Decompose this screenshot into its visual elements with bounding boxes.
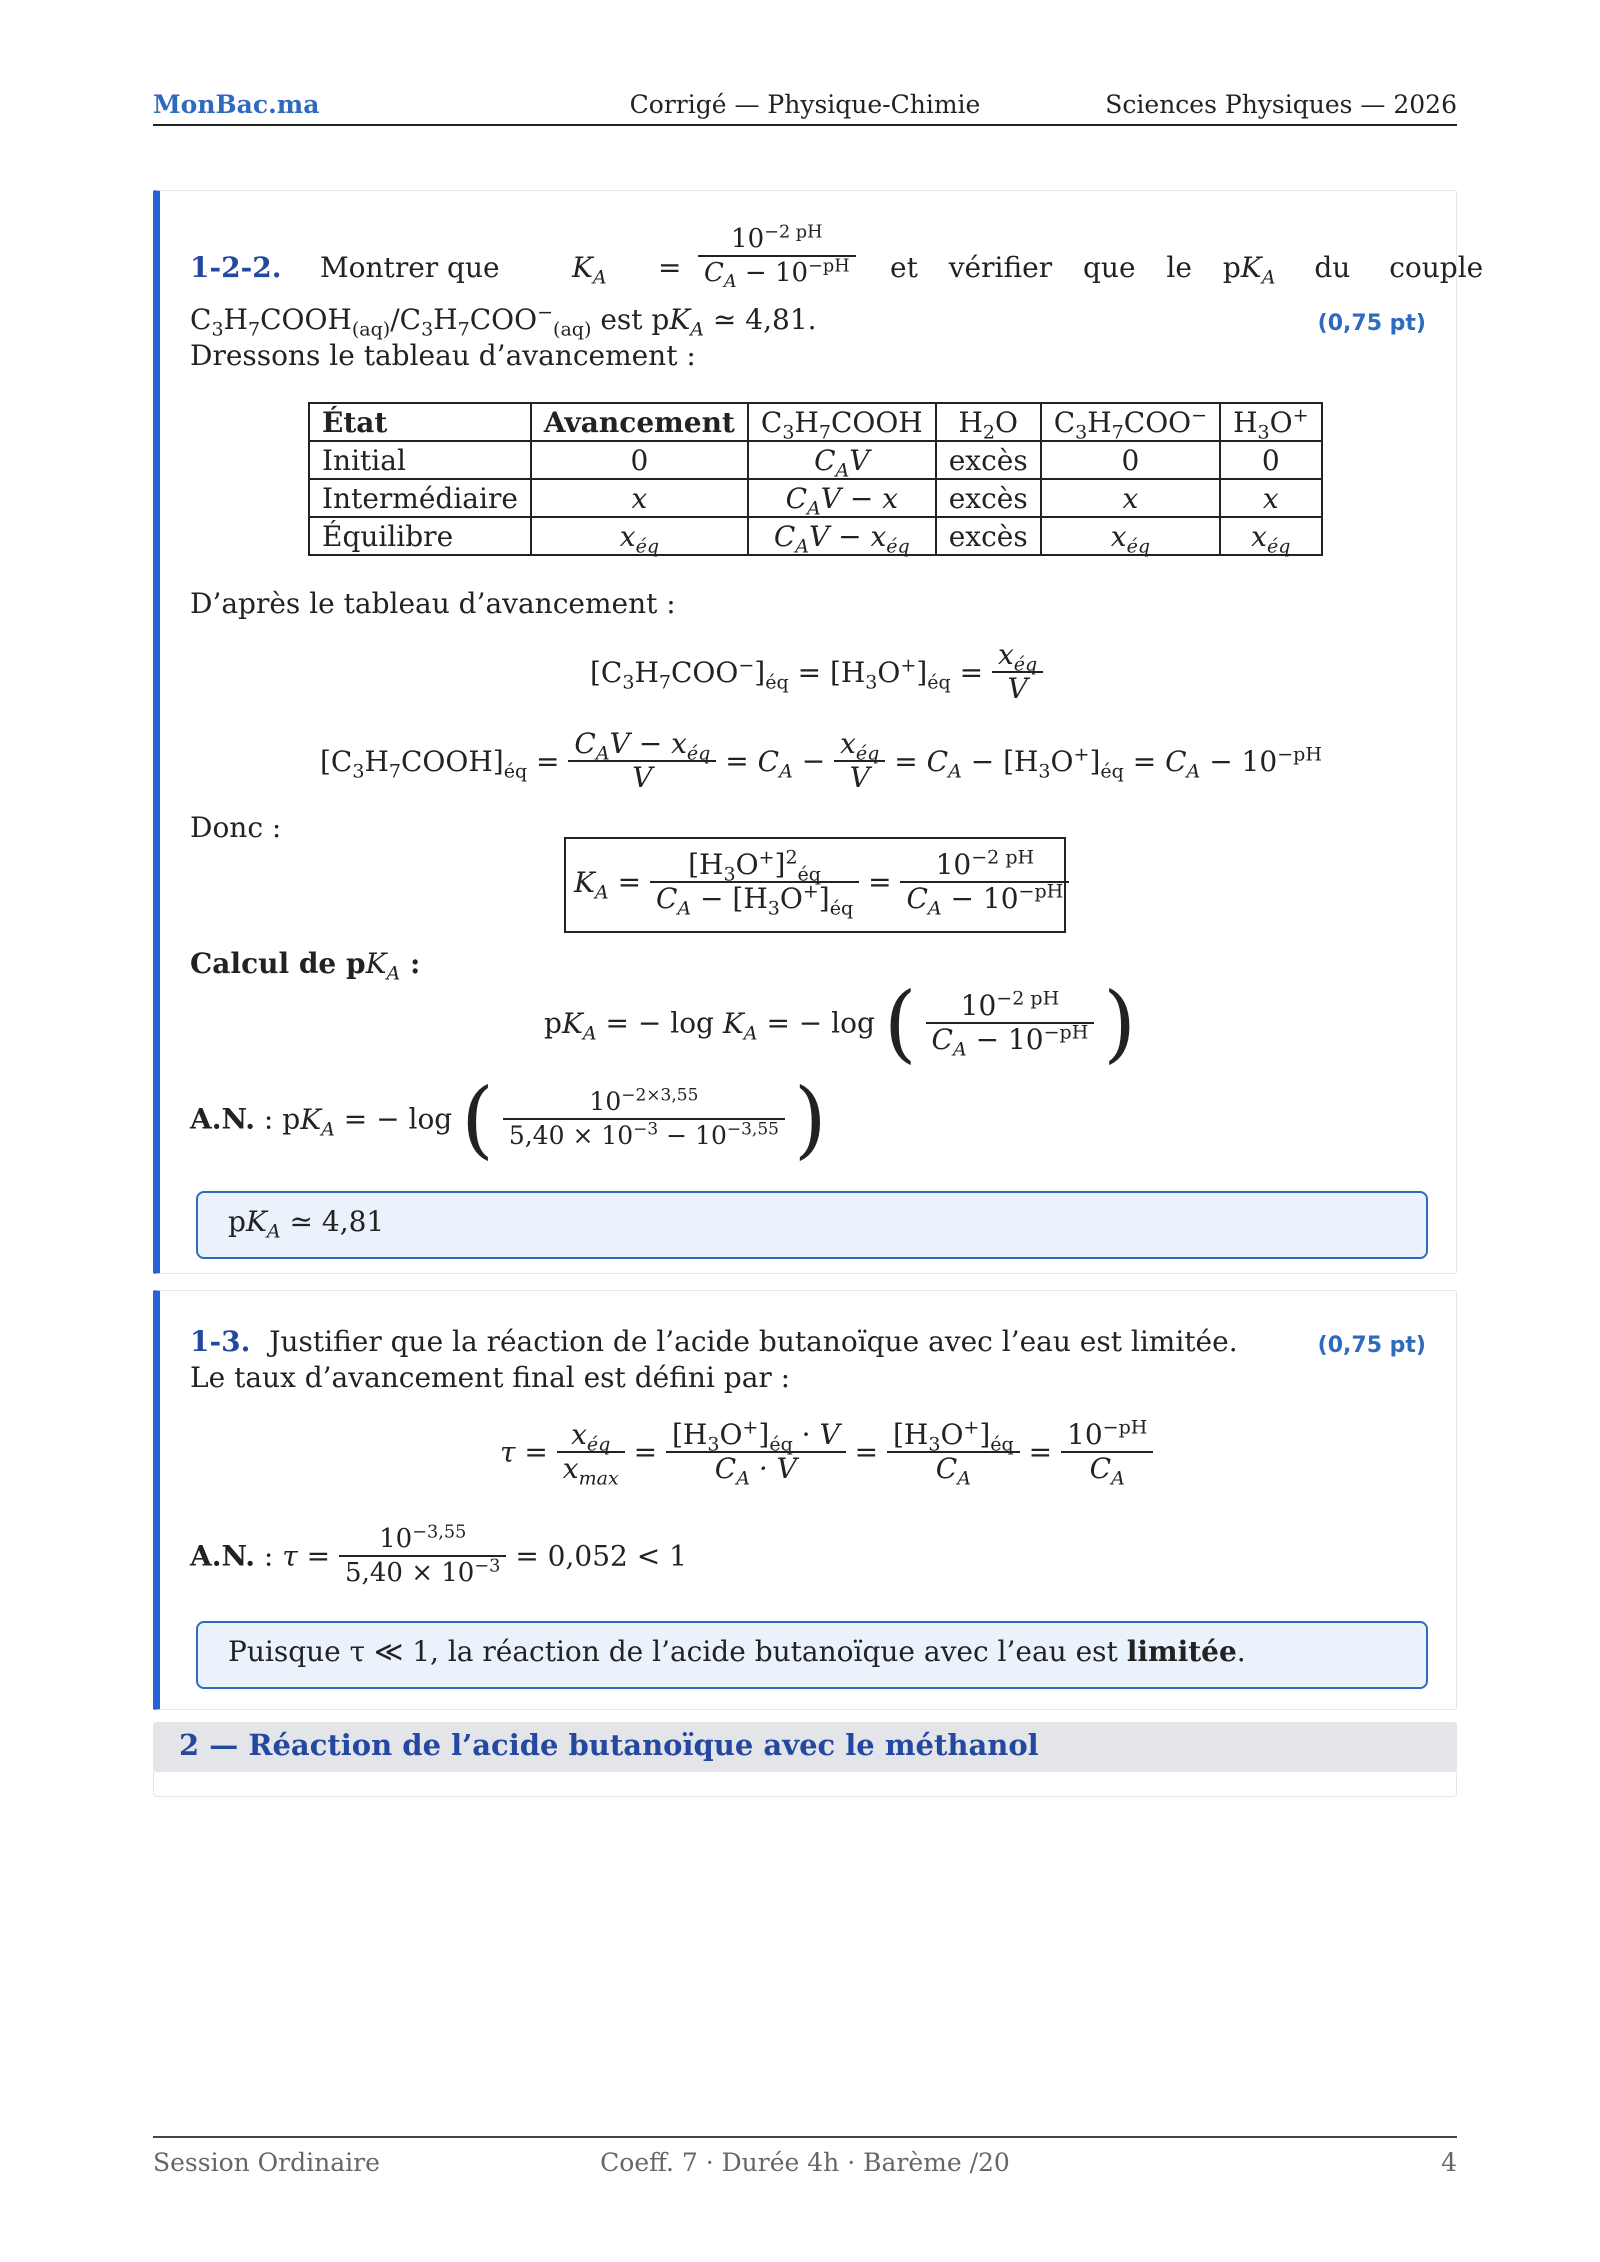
prompt-start: Montrer que — [320, 251, 500, 284]
table-row — [309, 517, 1322, 555]
header-oxonium: $H_3O^+$ — [1220, 403, 1321, 441]
section-title: 2 — Réaction de l’acide butanoïque avec le méthanol — [179, 1728, 1039, 1762]
tau-intro: Le taux d’avancement final est défini par : — [190, 1361, 791, 1394]
approx-value: ≃ 4,81. — [712, 303, 817, 336]
header-etat: État — [309, 403, 531, 441]
page-footer — [153, 2136, 1457, 2198]
an-label: A.N. — [190, 1102, 256, 1136]
table-row — [309, 479, 1322, 517]
ka-symbol: $K_A$ — [572, 251, 607, 289]
session-label: Session Ordinaire — [153, 2148, 380, 2177]
an-label: A.N. — [190, 1539, 256, 1573]
header-acid: $C_3H_7COOH$ — [748, 403, 936, 441]
table-cell: 0 — [1220, 441, 1321, 479]
progress-table — [308, 402, 1323, 556]
table-row — [309, 441, 1322, 479]
header-base: $C_3H_7COO^-$ — [1041, 403, 1220, 441]
table-cell: Équilibre — [309, 517, 531, 555]
table-cell: 0 — [531, 441, 748, 479]
question-card-1-2-2 — [153, 190, 1484, 1274]
table-cell: Initial — [309, 441, 531, 479]
calc-heading-text: Calcul de p — [190, 947, 366, 980]
table-cell: x — [531, 479, 748, 517]
answer-box-pka — [196, 1191, 1428, 1259]
couple-line: $C_3H_7COOH_{(aq)}/C_3H_7COO^-_{(aq)}$ est $pK_A$ ≃ 4,81. — [190, 301, 817, 341]
calc-heading: Calcul de $pK_A$ : — [190, 947, 421, 985]
table-cell: $x_{éq}$ — [1041, 517, 1220, 555]
ka-symbol-2: $K_A$ — [1240, 251, 1276, 289]
table-cell: x — [1041, 479, 1220, 517]
equation-acid-concentration: $[C_3H_7COOH]_{éq}$ = $\frac{C_AV - x_{éq}}{V}$ = $C_A$ − $\frac{x_{éq}}{V}$ = $C_A - [H_3O^+]_{éq} = C_A - 10^{-pH}$ — [320, 727, 1322, 794]
question-line-1b — [890, 251, 1484, 289]
prompt-end: du couple — [1314, 251, 1484, 284]
couple-text: est p — [600, 303, 670, 336]
conclusion-text: Puisque τ ≪ 1, la réaction de l’acide butanoïque avec l’eau est limitée. — [228, 1635, 1246, 1668]
table-cell: excès — [936, 441, 1041, 479]
table-cell: $x_{éq}$ — [1220, 517, 1321, 555]
ka-formula-fraction: $\frac{10^{-2 pH}}{C_A - 10^{-pH}}$ — [698, 223, 856, 289]
equals-sign: = — [658, 251, 682, 284]
table-cell: excès — [936, 517, 1041, 555]
table-cell: $C_AV - x_{éq}$ — [748, 517, 936, 555]
conclusion-bold: limitée — [1126, 1635, 1237, 1668]
donc-text: Donc : — [190, 811, 282, 844]
table-cell: $C_AV$ — [748, 441, 936, 479]
equation-tau: τ = $\frac{x_{éq}}{x_{max}}$ = $\frac{[H_3O^+]_{éq} \cdot V}{C_A \cdot V}$ = $\frac{[H_3O^+]_{éq}}{C_A}$ = $\frac{10^{-pH}}{C_A}$ — [500, 1419, 1153, 1485]
table-cell: 0 — [1041, 441, 1220, 479]
table-cell: excès — [936, 479, 1041, 517]
prompt-mid: et vérifier que le p — [890, 251, 1241, 284]
question-number: 1-3. — [190, 1325, 251, 1358]
section-body — [153, 1772, 1457, 1797]
after-table-text: D’après le tableau d’avancement : — [190, 587, 676, 620]
brand-logo[interactable]: MonBac.ma — [153, 90, 320, 119]
question-line — [190, 1325, 1238, 1359]
table-intro: Dressons le tableau d’avancement : — [190, 339, 696, 372]
result-value: ≃ 4,81 — [289, 1205, 385, 1238]
table-cell: $x_{éq}$ — [531, 517, 748, 555]
table-header-row — [309, 403, 1322, 441]
question-number: 1-2-2. — [190, 251, 282, 284]
ka-boxed-formula: $K_A$ = $\frac{[H_3O^+]^2_{éq}}{C_A - [H_3O^+]_{éq}}$ = $\frac{10^{-2 pH}}{C_A - 10^{-pH}}$ — [564, 837, 1066, 933]
header-avancement: Avancement — [531, 403, 748, 441]
equation-concentrations: $[C_3H_7COO^-]_{éq} = [H_3O^+]_{éq}$ = $\frac{x_{éq}}{V}$ — [590, 639, 1043, 705]
points-badge: (0,75 pt) — [1317, 311, 1426, 336]
question-card-1-3 — [153, 1290, 1457, 1710]
answer-box-conclusion — [196, 1621, 1428, 1689]
numerical-application: A.N. : $pK_A$ = − log ( $\frac{10^{-2\times 3,55}}{5,40 \times 10^{-3} - 10^{-3,55}}$ ) — [190, 1070, 827, 1168]
exam-info: Coeff. 7 · Durée 4h · Barème /20 — [600, 2148, 1010, 2177]
answer-text: $pK_A$ ≃ 4,81 — [228, 1205, 385, 1243]
equation-pka: $pK_A$ = − $\log K_A$ = − log ( $\frac{10^{-2 pH}}{C_A - 10^{-pH}}$ ) — [544, 974, 1136, 1072]
header-water: $H_2O$ — [936, 403, 1041, 441]
table-cell: Intermédiaire — [309, 479, 531, 517]
numerical-application-tau: A.N. : τ = $\frac{10^{-3,55}}{5,40 \times 10^{-3}}$ = 0,052 < 1 — [190, 1522, 687, 1588]
subject-label: Sciences Physiques — 2026 — [1105, 90, 1457, 119]
document-title: Corrigé — Physique-Chimie — [629, 90, 981, 119]
page-number: 4 — [1441, 2148, 1457, 2177]
an-result: = 0,052 < 1 — [515, 1539, 687, 1573]
question-prompt: Justifier que la réaction de l’acide butanoïque avec l’eau est limitée. — [269, 1325, 1238, 1358]
table-cell: $C_AV - x$ — [748, 479, 936, 517]
section-header[interactable] — [153, 1722, 1457, 1772]
points-badge: (0,75 pt) — [1317, 1333, 1426, 1358]
page-header — [153, 88, 1457, 126]
table-cell: x — [1220, 479, 1321, 517]
